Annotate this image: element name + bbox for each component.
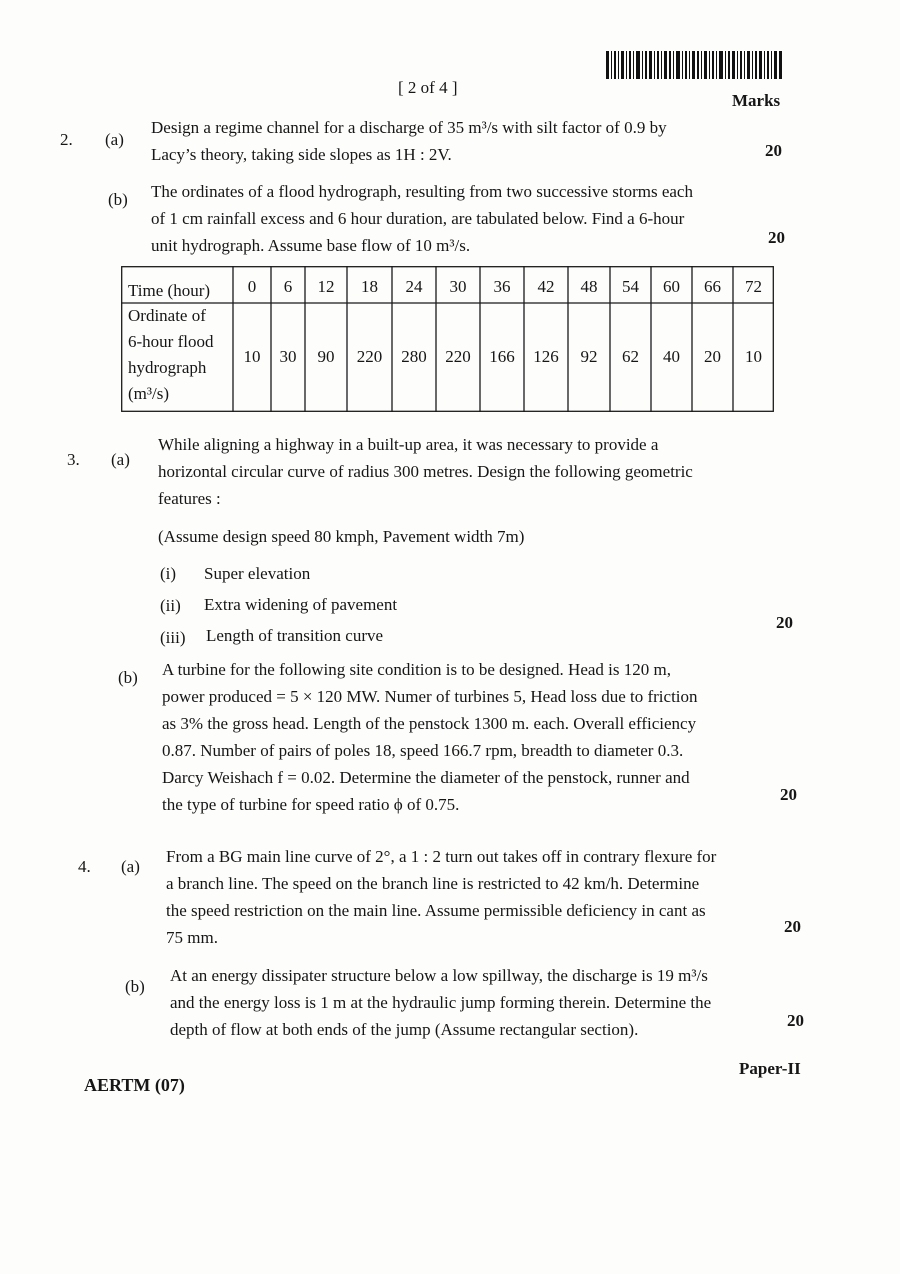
q3b-marks: 20 <box>780 785 797 804</box>
page-number: [ 2 of 4 ] <box>398 78 458 97</box>
q3b-text <box>162 656 698 818</box>
paper-label: Paper-II <box>739 1059 801 1078</box>
time-cell: 54 <box>622 277 639 296</box>
ordinate-cell: 220 <box>445 347 471 366</box>
q3a-label: (a) <box>111 450 130 469</box>
time-cell: 24 <box>405 277 423 296</box>
q2b-line-2: of 1 cm rainfall excess and 6 hour duration, are tabulated below. Find a 6-hour <box>151 209 685 228</box>
q3b-line-5: Darcy Weishach f = 0.02. Determine the diameter of the penstock, runner and <box>162 768 690 787</box>
q4b-label: (b) <box>125 977 145 996</box>
q4b-line-2: and the energy loss is 1 m at the hydraulic jump forming therein. Determine the <box>170 993 712 1012</box>
time-cell: 48 <box>580 277 598 296</box>
time-cell: 18 <box>361 277 378 296</box>
q3a-item-1-text: Super elevation <box>204 564 311 583</box>
time-cell: 12 <box>317 277 335 296</box>
q2a-line-1: Design a regime channel for a discharge of 35 m³/s with silt factor of 0.9 by <box>151 118 667 137</box>
q4a-line-3: the speed restriction on the main line. Assume permissible deficiency in cant as <box>166 901 706 920</box>
time-cell: 30 <box>449 277 467 296</box>
q4b-text <box>170 962 711 1043</box>
ordinate-cell: 90 <box>317 347 335 366</box>
q3a-item-3-num: (iii) <box>160 628 186 647</box>
q4a-label: (a) <box>121 857 140 876</box>
q4a-line-1: From a BG main line curve of 2°, a 1 : 2 turn out takes off in contrary flexure for <box>166 847 717 866</box>
q4b-line-1: At an energy dissipater structure below a low spillway, the discharge is 19 m³/s <box>170 966 708 985</box>
time-cell: 42 <box>537 277 555 296</box>
q3b-line-3: as 3% the gross head. Length of the penstock 1300 m. each. Overall efficiency <box>162 714 697 733</box>
q2a-text <box>151 114 667 168</box>
q2b-text <box>151 178 693 259</box>
q2b-marks: 20 <box>768 228 785 247</box>
q3a-item-3-text: Length of transition curve <box>206 626 384 645</box>
ordinate-header-line-1: Ordinate of <box>128 306 206 325</box>
marks-heading: Marks <box>732 91 781 110</box>
q4a-marks: 20 <box>784 917 801 936</box>
q4b-marks: 20 <box>787 1011 804 1030</box>
ordinate-cell: 280 <box>401 347 427 366</box>
q2a-marks: 20 <box>765 141 782 160</box>
time-cell: 36 <box>493 277 511 296</box>
exam-code: AERTM (07) <box>84 1075 185 1095</box>
ordinate-cell: 20 <box>704 347 721 366</box>
question-4-number: 4. <box>78 857 91 876</box>
q3a-marks: 20 <box>776 613 793 632</box>
ordinate-cell: 92 <box>580 347 598 366</box>
q4a-line-4: 75 mm. <box>166 928 218 947</box>
hydrograph-table <box>121 266 774 412</box>
ordinate-cell: 10 <box>243 347 261 366</box>
q2b-line-3: unit hydrograph. Assume base flow of 10 m³/s. <box>151 236 471 255</box>
barcode <box>606 51 782 79</box>
q3a-line-1: While aligning a highway in a built-up area, it was necessary to provide a <box>158 435 659 454</box>
q3b-line-2: power produced = 5 × 120 MW. Numer of turbines 5, Head loss due to friction <box>162 687 698 706</box>
question-3-number: 3. <box>67 450 80 469</box>
ordinate-cell: 126 <box>533 347 559 366</box>
q3b-line-1: A turbine for the following site condition is to be designed. Head is 120 m, <box>162 660 671 679</box>
q3b-line-6: the type of turbine for speed ratio ϕ of 0.75. <box>162 795 460 814</box>
ordinate-cell: 166 <box>489 347 515 366</box>
q4a-text <box>166 843 716 951</box>
q3b-label: (b) <box>118 668 138 687</box>
ordinate-cell: 30 <box>279 347 297 366</box>
ordinate-header-line-3: hydrograph <box>128 358 207 377</box>
ordinate-cell: 62 <box>622 347 639 366</box>
q2b-label: (b) <box>108 190 128 209</box>
ordinate-cell: 40 <box>663 347 680 366</box>
q2b-line-1: The ordinates of a flood hydrograph, resulting from two successive storms each <box>151 182 693 201</box>
question-2-number: 2. <box>60 130 73 149</box>
time-row-header: Time (hour) <box>128 281 211 300</box>
ordinate-header-line-4: (m³/s) <box>128 384 169 403</box>
q3a-item-1-num: (i) <box>160 564 177 583</box>
ordinate-header-line-2: 6-hour flood <box>128 332 214 351</box>
q4b-line-3: depth of flow at both ends of the jump (Assume rectangular section). <box>170 1020 639 1039</box>
q3b-line-4: 0.87. Number of pairs of poles 18, speed 166.7 rpm, breadth to diameter 0.3. <box>162 741 684 760</box>
q2a-line-2: Lacy’s theory, taking side slopes as 1H : 2V. <box>151 145 452 164</box>
time-cell: 6 <box>283 277 293 296</box>
time-cell: 72 <box>745 277 762 296</box>
ordinate-row-header <box>128 303 213 407</box>
time-cell: 66 <box>704 277 721 296</box>
q3a-item-2-num: (ii) <box>160 596 181 615</box>
q3a-item-2-text: Extra widening of pavement <box>204 595 398 614</box>
time-cell: 60 <box>663 277 680 296</box>
ordinate-cell: 10 <box>745 347 762 366</box>
q3a-line-3: features : <box>158 489 221 508</box>
q2a-label: (a) <box>105 130 124 149</box>
q4a-line-2: a branch line. The speed on the branch line is restricted to 42 km/h. Determine <box>166 874 700 893</box>
q3a-line-2: horizontal circular curve of radius 300 metres. Design the following geometric <box>158 462 693 481</box>
time-cell: 0 <box>247 277 257 296</box>
q3a-assumption: (Assume design speed 80 kmph, Pavement width 7m) <box>158 527 525 546</box>
q3a-text <box>158 431 693 512</box>
ordinate-cell: 220 <box>356 347 383 366</box>
